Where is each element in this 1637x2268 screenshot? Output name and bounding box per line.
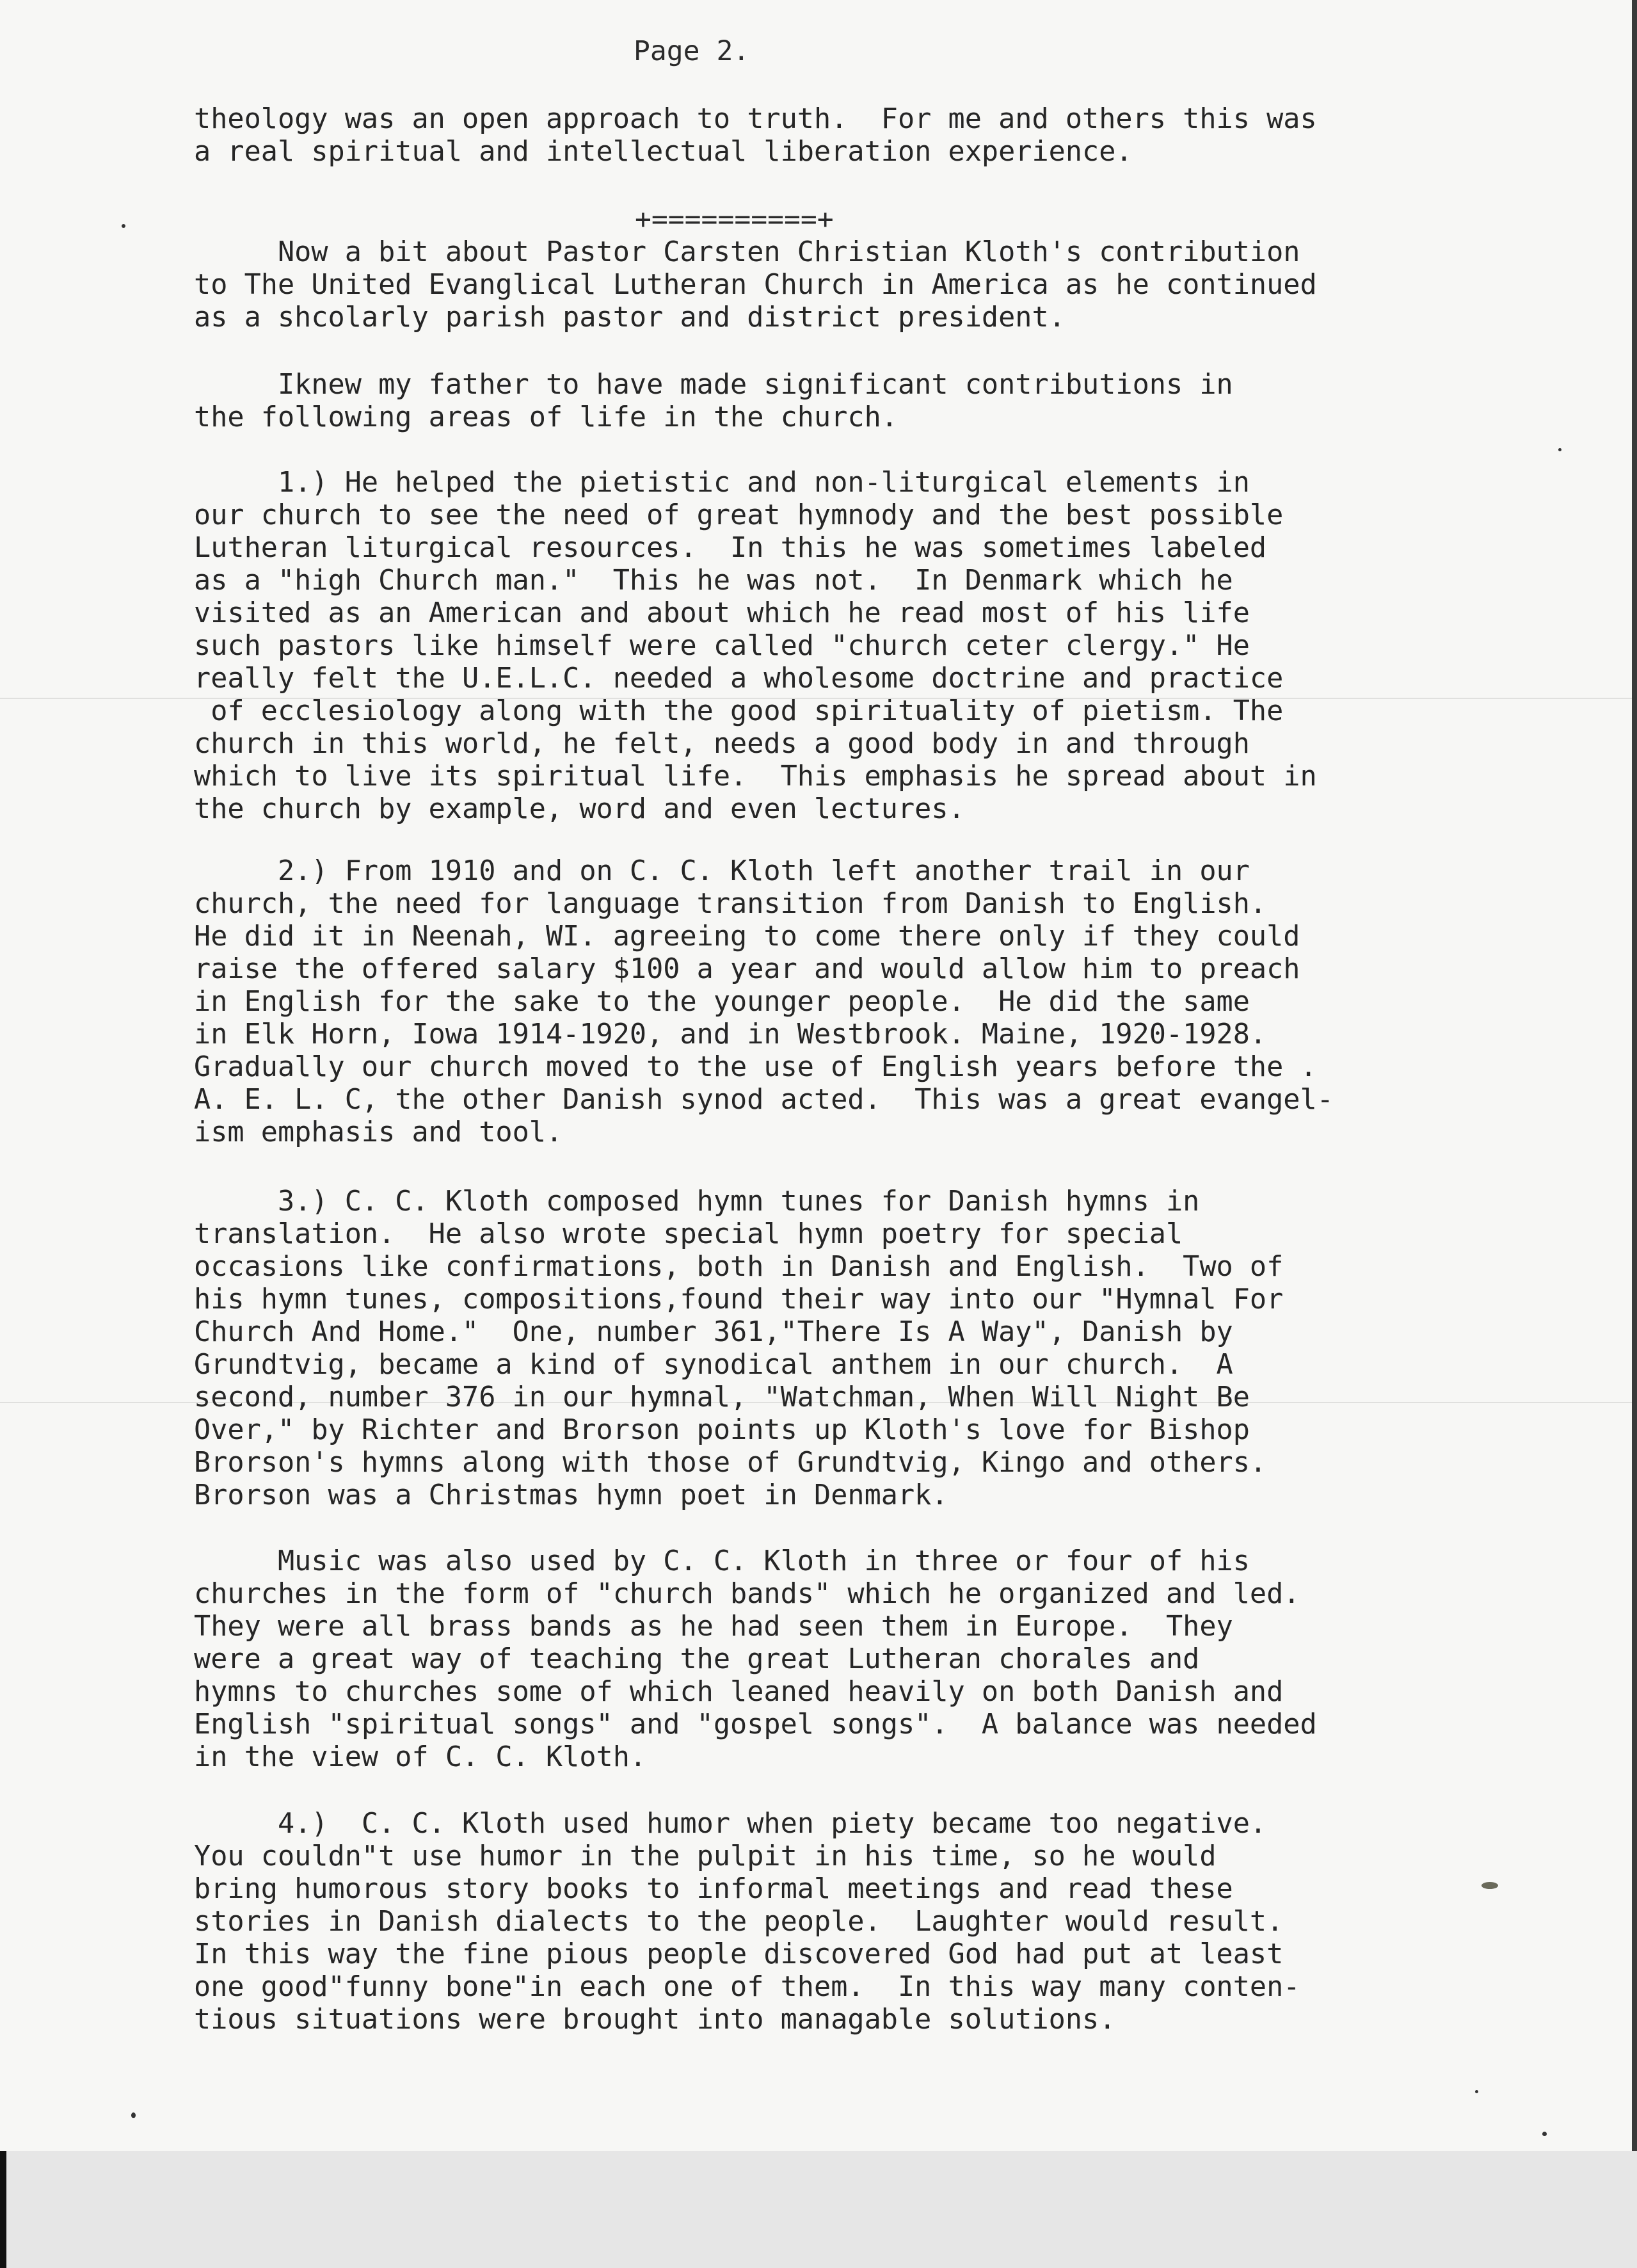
paper-speck bbox=[1542, 2132, 1547, 2136]
text-line: 4.) C. C. Kloth used humor when piety became too negative. bbox=[194, 1808, 1267, 1840]
text-line: of ecclesiology along with the good spirituality of pietism. The bbox=[194, 695, 1284, 727]
text-line: theology was an open approach to truth. For me and others this was bbox=[194, 103, 1317, 135]
text-line: You couldn"t use humor in the pulpit in his time, so he would bbox=[194, 1840, 1217, 1872]
text-line: church in this world, he felt, needs a good body in and through bbox=[194, 728, 1250, 760]
paragraph-intro bbox=[194, 103, 1499, 168]
page-number: Page 2. bbox=[634, 35, 750, 67]
text-line: bring humorous story books to informal meetings and read these bbox=[194, 1873, 1233, 1905]
text-line: in the view of C. C. Kloth. bbox=[194, 1741, 647, 1773]
paper-speck bbox=[122, 224, 125, 228]
paragraph-point-4 bbox=[194, 1808, 1499, 2036]
text-line: as a "high Church man." This he was not. In Denmark which he bbox=[194, 565, 1233, 597]
text-line: He did it in Neenah, WI. agreeing to come there only if they could bbox=[194, 921, 1300, 953]
text-line: hymns to churches some of which leaned heavily on both Danish and bbox=[194, 1676, 1284, 1708]
section-separator: +==========+ bbox=[635, 204, 834, 236]
text-line: 3.) C. C. Kloth composed hymn tunes for Danish hymns in bbox=[194, 1186, 1200, 1218]
text-line: ism emphasis and tool. bbox=[194, 1116, 563, 1148]
text-line: to The United Evanglical Lutheran Church in America as he continued bbox=[194, 269, 1317, 301]
text-line: Music was also used by C. C. Kloth in three or four of his bbox=[194, 1545, 1250, 1577]
paragraph-point-1 bbox=[194, 467, 1499, 826]
text-line: church, the need for language transition from Danish to English. bbox=[194, 888, 1267, 920]
text-line: English "spiritual songs" and "gospel songs". A balance was needed bbox=[194, 1709, 1317, 1741]
text-line: which to live its spiritual life. This emphasis he spread about in bbox=[194, 760, 1317, 792]
text-line: in Elk Horn, Iowa 1914-1920, and in Westbrook. Maine, 1920-1928. bbox=[194, 1018, 1267, 1050]
paper-speck bbox=[1558, 448, 1561, 451]
text-line: translation. He also wrote special hymn poetry for special bbox=[194, 1218, 1183, 1250]
text-line: the church by example, word and even lectures. bbox=[194, 793, 965, 825]
text-line: Brorson was a Christmas hymn poet in Denmark. bbox=[194, 1479, 948, 1511]
text-line: tious situations were brought into managable solutions. bbox=[194, 2004, 1116, 2036]
scan-edge-left bbox=[0, 2151, 6, 2268]
paragraph-areas bbox=[194, 369, 1499, 434]
text-line: Brorson's hymns along with those of Grundtvig, Kingo and others. bbox=[194, 1447, 1267, 1479]
text-line: as a shcolarly parish pastor and district president. bbox=[194, 302, 1066, 334]
paragraph-contribution bbox=[194, 236, 1499, 334]
paragraph-music bbox=[194, 1545, 1499, 1774]
text-line: 1.) He helped the pietistic and non-liturgical elements in bbox=[194, 467, 1250, 499]
text-line: Now a bit about Pastor Carsten Christian Kloth's contribution bbox=[194, 236, 1300, 268]
text-line: raise the offered salary $100 a year and would allow him to preach bbox=[194, 953, 1300, 985]
text-line: really felt the U.E.L.C. needed a wholesome doctrine and practice bbox=[194, 663, 1284, 695]
text-line: his hymn tunes, compositions,found their way into our "Hymnal For bbox=[194, 1283, 1284, 1315]
text-line: Grundtvig, became a kind of synodical anthem in our church. A bbox=[194, 1349, 1233, 1381]
text-line: Gradually our church moved to the use of English years before the . bbox=[194, 1051, 1317, 1083]
text-line: visited as an American and about which he read most of his life bbox=[194, 597, 1250, 629]
scan-edge-right bbox=[1632, 0, 1637, 2151]
text-line: in English for the sake to the younger people. He did the same bbox=[194, 986, 1250, 1018]
text-line: stories in Danish dialects to the people. Laughter would result. bbox=[194, 1906, 1284, 1938]
text-line: churches in the form of "church bands" which he organized and led. bbox=[194, 1578, 1300, 1610]
text-line: Lutheran liturgical resources. In this he was sometimes labeled bbox=[194, 532, 1267, 564]
paper-speck bbox=[131, 2112, 136, 2118]
scanner-background bbox=[0, 2151, 1637, 2268]
text-line: such pastors like himself were called "church ceter clergy." He bbox=[194, 630, 1250, 662]
text-line: Church And Home." One, number 361,"There Is A Way", Danish by bbox=[194, 1316, 1233, 1348]
text-line: one good"funny bone"in each one of them. In this way many conten- bbox=[194, 1971, 1300, 2003]
text-line: second, number 376 in our hymnal, "Watchman, When Will Night Be bbox=[194, 1381, 1250, 1413]
text-line: They were all brass bands as he had seen them in Europe. They bbox=[194, 1611, 1233, 1643]
text-line: Iknew my father to have made significant contributions in bbox=[194, 369, 1233, 401]
text-line: 2.) From 1910 and on C. C. Kloth left another trail in our bbox=[194, 855, 1250, 887]
text-line: a real spiritual and intellectual liberation experience. bbox=[194, 136, 1133, 168]
text-line: occasions like confirmations, both in Danish and English. Two of bbox=[194, 1251, 1284, 1283]
paragraph-point-3 bbox=[194, 1186, 1499, 1512]
text-line: were a great way of teaching the great Lutheran chorales and bbox=[194, 1643, 1200, 1675]
text-line: Over," by Richter and Brorson points up Kloth's love for Bishop bbox=[194, 1414, 1250, 1446]
text-line: our church to see the need of great hymnody and the best possible bbox=[194, 499, 1284, 531]
paragraph-point-2 bbox=[194, 855, 1499, 1149]
text-line: A. E. L. C, the other Danish synod acted. This was a great evangel- bbox=[194, 1084, 1334, 1116]
text-line: the following areas of life in the church. bbox=[194, 401, 898, 433]
paper-speck bbox=[1475, 2090, 1478, 2093]
text-line: In this way the fine pious people discovered God had put at least bbox=[194, 1938, 1284, 1970]
